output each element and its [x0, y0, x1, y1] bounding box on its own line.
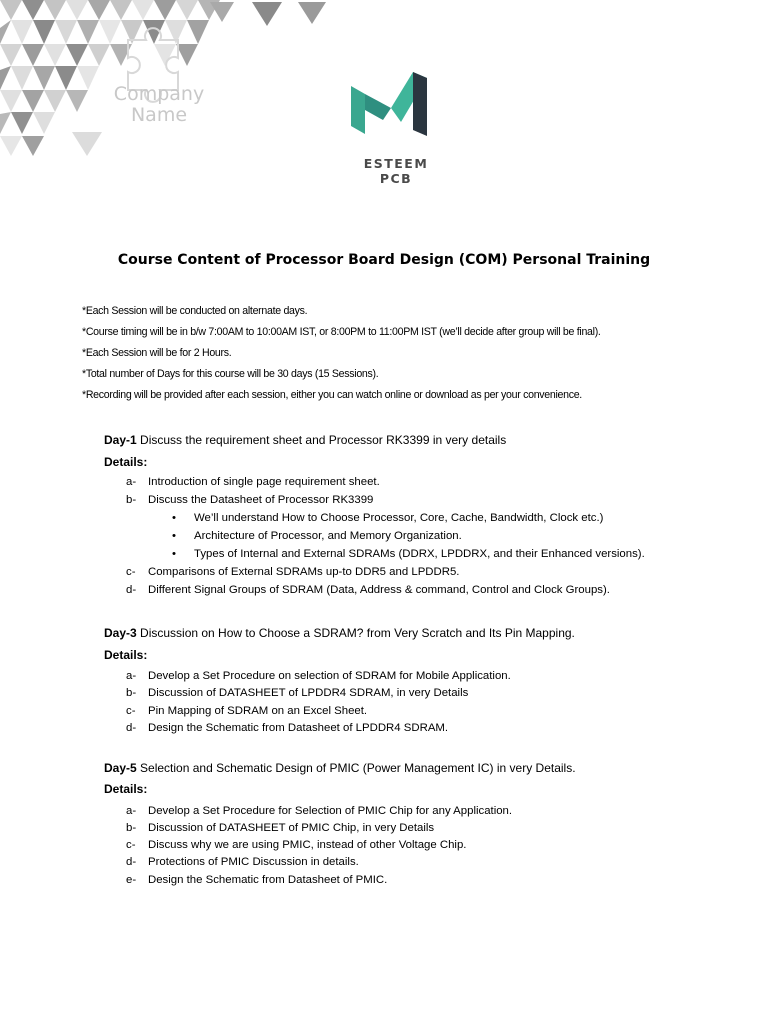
- details-label: Details:: [104, 455, 148, 469]
- item-marker: d-: [126, 856, 137, 868]
- item-text: Discuss the Datasheet of Processor RK3399: [148, 494, 374, 506]
- brand-name: ESTEEM PCB: [363, 156, 429, 186]
- note-line: *Recording will be provided after each session, either you can watch online or download as per your convenience.: [82, 389, 582, 401]
- note-line: *Each Session will be conducted on alternate days.: [82, 305, 308, 317]
- details-label: Details:: [104, 782, 148, 796]
- item-text: Develop a Set Procedure for Selection of PMIC Chip for any Application.: [148, 805, 513, 817]
- day-topic: Selection and Schematic Design of PMIC (Power Management IC) in very Details.: [136, 761, 576, 775]
- esteem-pcb-logo-icon: [343, 64, 443, 144]
- item-marker: a-: [126, 476, 137, 488]
- item-marker: a-: [126, 670, 137, 682]
- item-marker: c-: [126, 839, 136, 851]
- item-text: Protections of PMIC Discussion in details.: [148, 856, 359, 868]
- item-text: Comparisons of External SDRAMs up-to DDR5 and LPDDR5.: [148, 566, 460, 578]
- day-topic: Discussion on How to Choose a SDRAM? from Very Scratch and Its Pin Mapping.: [136, 626, 575, 640]
- note-line: *Course timing will be in b/w 7:00AM to 10:00AM IST, or 8:00PM to 11:00PM IST (we’ll decide after group will be final).: [82, 326, 601, 338]
- item-marker: c-: [126, 566, 136, 578]
- item-text: Design the Schematic from Datasheet of LPDDR4 SDRAM.: [148, 722, 449, 734]
- watermark-line2: Name: [130, 104, 188, 126]
- bullet-text: We’ll understand How to Choose Processor, Core, Cache, Bandwidth, Clock etc.): [194, 512, 604, 524]
- item-text: Introduction of single page requirement sheet.: [148, 476, 380, 488]
- day-topic: Discuss the requirement sheet and Processor RK3399 in very details: [136, 433, 507, 447]
- item-marker: e-: [126, 874, 137, 886]
- item-marker: b-: [126, 822, 137, 834]
- item-text: Develop a Set Procedure on selection of SDRAM for Mobile Application.: [148, 670, 511, 682]
- item-text: Design the Schematic from Datasheet of PMIC.: [148, 874, 388, 886]
- day-name: Day-5: [104, 761, 137, 775]
- company-name-watermark: [104, 84, 214, 126]
- day-name: Day-1: [104, 433, 137, 447]
- day-heading: [104, 626, 575, 640]
- item-marker: d-: [126, 584, 137, 596]
- item-marker: a-: [126, 805, 137, 817]
- bullet-dot-icon: •: [172, 548, 176, 560]
- notes-list: [82, 305, 601, 410]
- item-text: Different Signal Groups of SDRAM (Data, Address & command, Control and Clock Groups).: [148, 584, 610, 596]
- bullet-dot-icon: •: [172, 530, 176, 542]
- bullet-text: Types of Internal and External SDRAMs (DDRX, LPDDRX, and their Enhanced versions).: [194, 548, 645, 560]
- watermark-line1: Company: [113, 83, 205, 105]
- day-heading: [104, 761, 576, 775]
- item-marker: b-: [126, 494, 137, 506]
- item-text: Discussion of DATASHEET of LPDDR4 SDRAM, in very Details: [148, 687, 469, 699]
- details-label: Details:: [104, 648, 148, 662]
- day-heading: [104, 433, 506, 447]
- item-text: Pin Mapping of SDRAM on an Excel Sheet.: [148, 705, 368, 717]
- note-line: *Total number of Days for this course will be 30 days (15 Sessions).: [82, 368, 379, 380]
- item-marker: b-: [126, 687, 137, 699]
- item-marker: d-: [126, 722, 137, 734]
- day-name: Day-3: [104, 626, 137, 640]
- bullet-dot-icon: •: [172, 512, 176, 524]
- item-text: Discussion of DATASHEET of PMIC Chip, in very Details: [148, 822, 435, 834]
- page-title: Course Content of Processor Board Design (COM) Personal Training: [117, 252, 651, 268]
- bullet-text: Architecture of Processor, and Memory Organization.: [194, 530, 462, 542]
- item-text: Discuss why we are using PMIC, instead of other Voltage Chip.: [148, 839, 467, 851]
- item-marker: c-: [126, 705, 136, 717]
- note-line: *Each Session will be for 2 Hours.: [82, 347, 232, 359]
